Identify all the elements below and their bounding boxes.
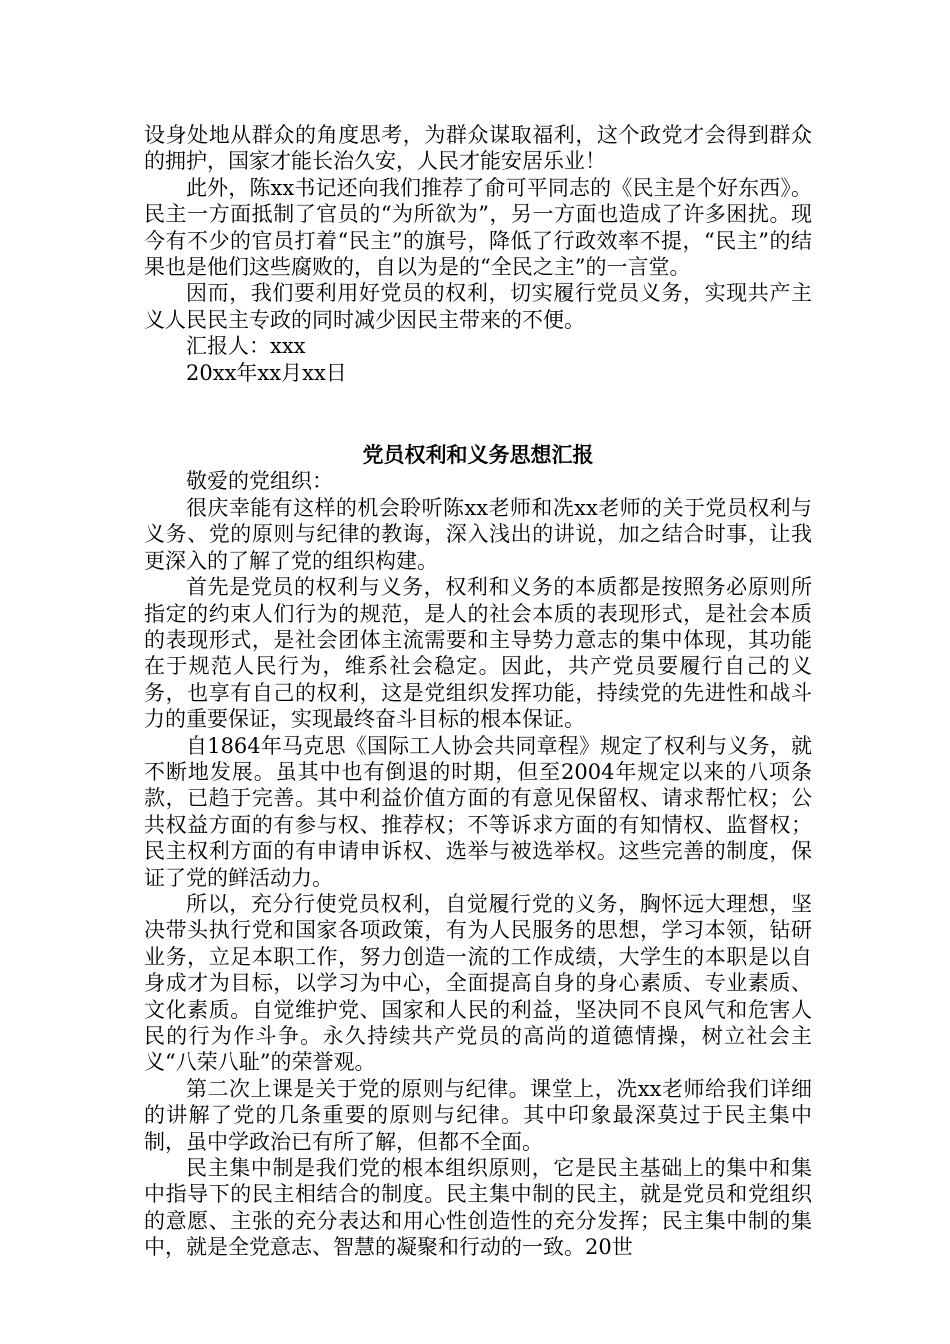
paragraph: 首先是党员的权利与义务，权利和义务的本质都是按照务必原则所指定的约束人们行为的规范，是人的社会本质的表现形式，是社会本质的表现形式，是社会团体主流需要和主导势力意志的集中体现，其功能在于规范人民行为，维系社会稳定。因此，共产党员要履行自己的义务，也享有自己的权利，这是党组织发挥功能，持续党的先进性和战斗力的重要保证，实现最终奋斗目标的根本保证。 [144, 575, 812, 732]
document-page [144, 122, 812, 1261]
report-date: 20xx年xx月xx日 [186, 360, 347, 385]
paragraph: 民主集中制是我们党的根本组织原则，它是民主基础上的集中和集中指导下的民主相结合的制度。民主集中制的民主，就是党员和党组织的意愿、主张的充分表达和用心性创造性的充分发挥；民主集中制的集中，就是全党意志、智慧的凝聚和行动的一致。20世 [144, 1156, 812, 1260]
reporter-signature: 汇报人：xxx [186, 334, 306, 359]
salutation: 敬爱的党组织： [186, 469, 333, 494]
paragraph: 此外，陈xx书记还向我们推荐了俞可平同志的《民主是个好东西》。民主一方面抵制了官员的“为所欲为”，另一方面也造成了许多困扰。现今有不少的官员打着“民主”的旗号，降低了行政效率不提，“民主”的结果也是他们这些腐败的，自以为是的“全民之主”的一言堂。 [144, 175, 812, 280]
paragraph: 因而，我们要利用好党员的权利，切实履行党员义务，实现共产主义人民民主专政的同时减少因民主带来的不便。 [144, 281, 812, 332]
paragraph: 所以，充分行使党员权利，自觉履行党的义务，胸怀远大理想，坚决带头执行党和国家各项政策，有为人民服务的思想，学习本领，钻研业务，立足本职工作，努力创造一流的工作成绩，大学生的本职是以自身成才为目标，以学习为中心，全面提高自身的身心素质、专业素质、文化素质。自觉维护党、国家和人民的利益，坚决同不良风气和危害人民的行为作斗争。永久持续共产党员的高尚的道德情操，树立社会主义“八荣八耻”的荣誉观。 [144, 891, 812, 1075]
document-title: 党员权利和义务思想汇报 [362, 442, 594, 468]
paragraph-continued: 设身处地从群众的角度思考，为群众谋取福利，这个政党才会得到群众的拥护，国家才能长治久安，人民才能安居乐业！ [144, 123, 812, 174]
paragraph: 很庆幸能有这样的机会聆听陈xx老师和冼xx老师的关于党员权利与义务、党的原则与纪律的教诲，深入浅出的讲说，加之结合时事，让我更深入的了解了党的组织构建。 [144, 495, 812, 573]
paragraph: 第二次上课是关于党的原则与纪律。课堂上，冼xx老师给我们详细的讲解了党的几条重要的原则与纪律。其中印象最深莫过于民主集中制，虽中学政治已有所了解，但都不全面。 [144, 1076, 812, 1154]
paragraph: 自1864年马克思《国际工人协会共同章程》规定了权利与义务，就不断地发展。虽其中也有倒退的时期，但至2004年规定以来的八项条款，已趋于完善。其中利益价值方面的有意见保留权、请求帮忙权；公共权益方面的有参与权、推荐权；不等诉求方面的有知情权、监督权；民主权利方面的有申请申诉权、选举与被选举权。这些完善的制度，保证了党的鲜活动力。 [144, 733, 812, 890]
